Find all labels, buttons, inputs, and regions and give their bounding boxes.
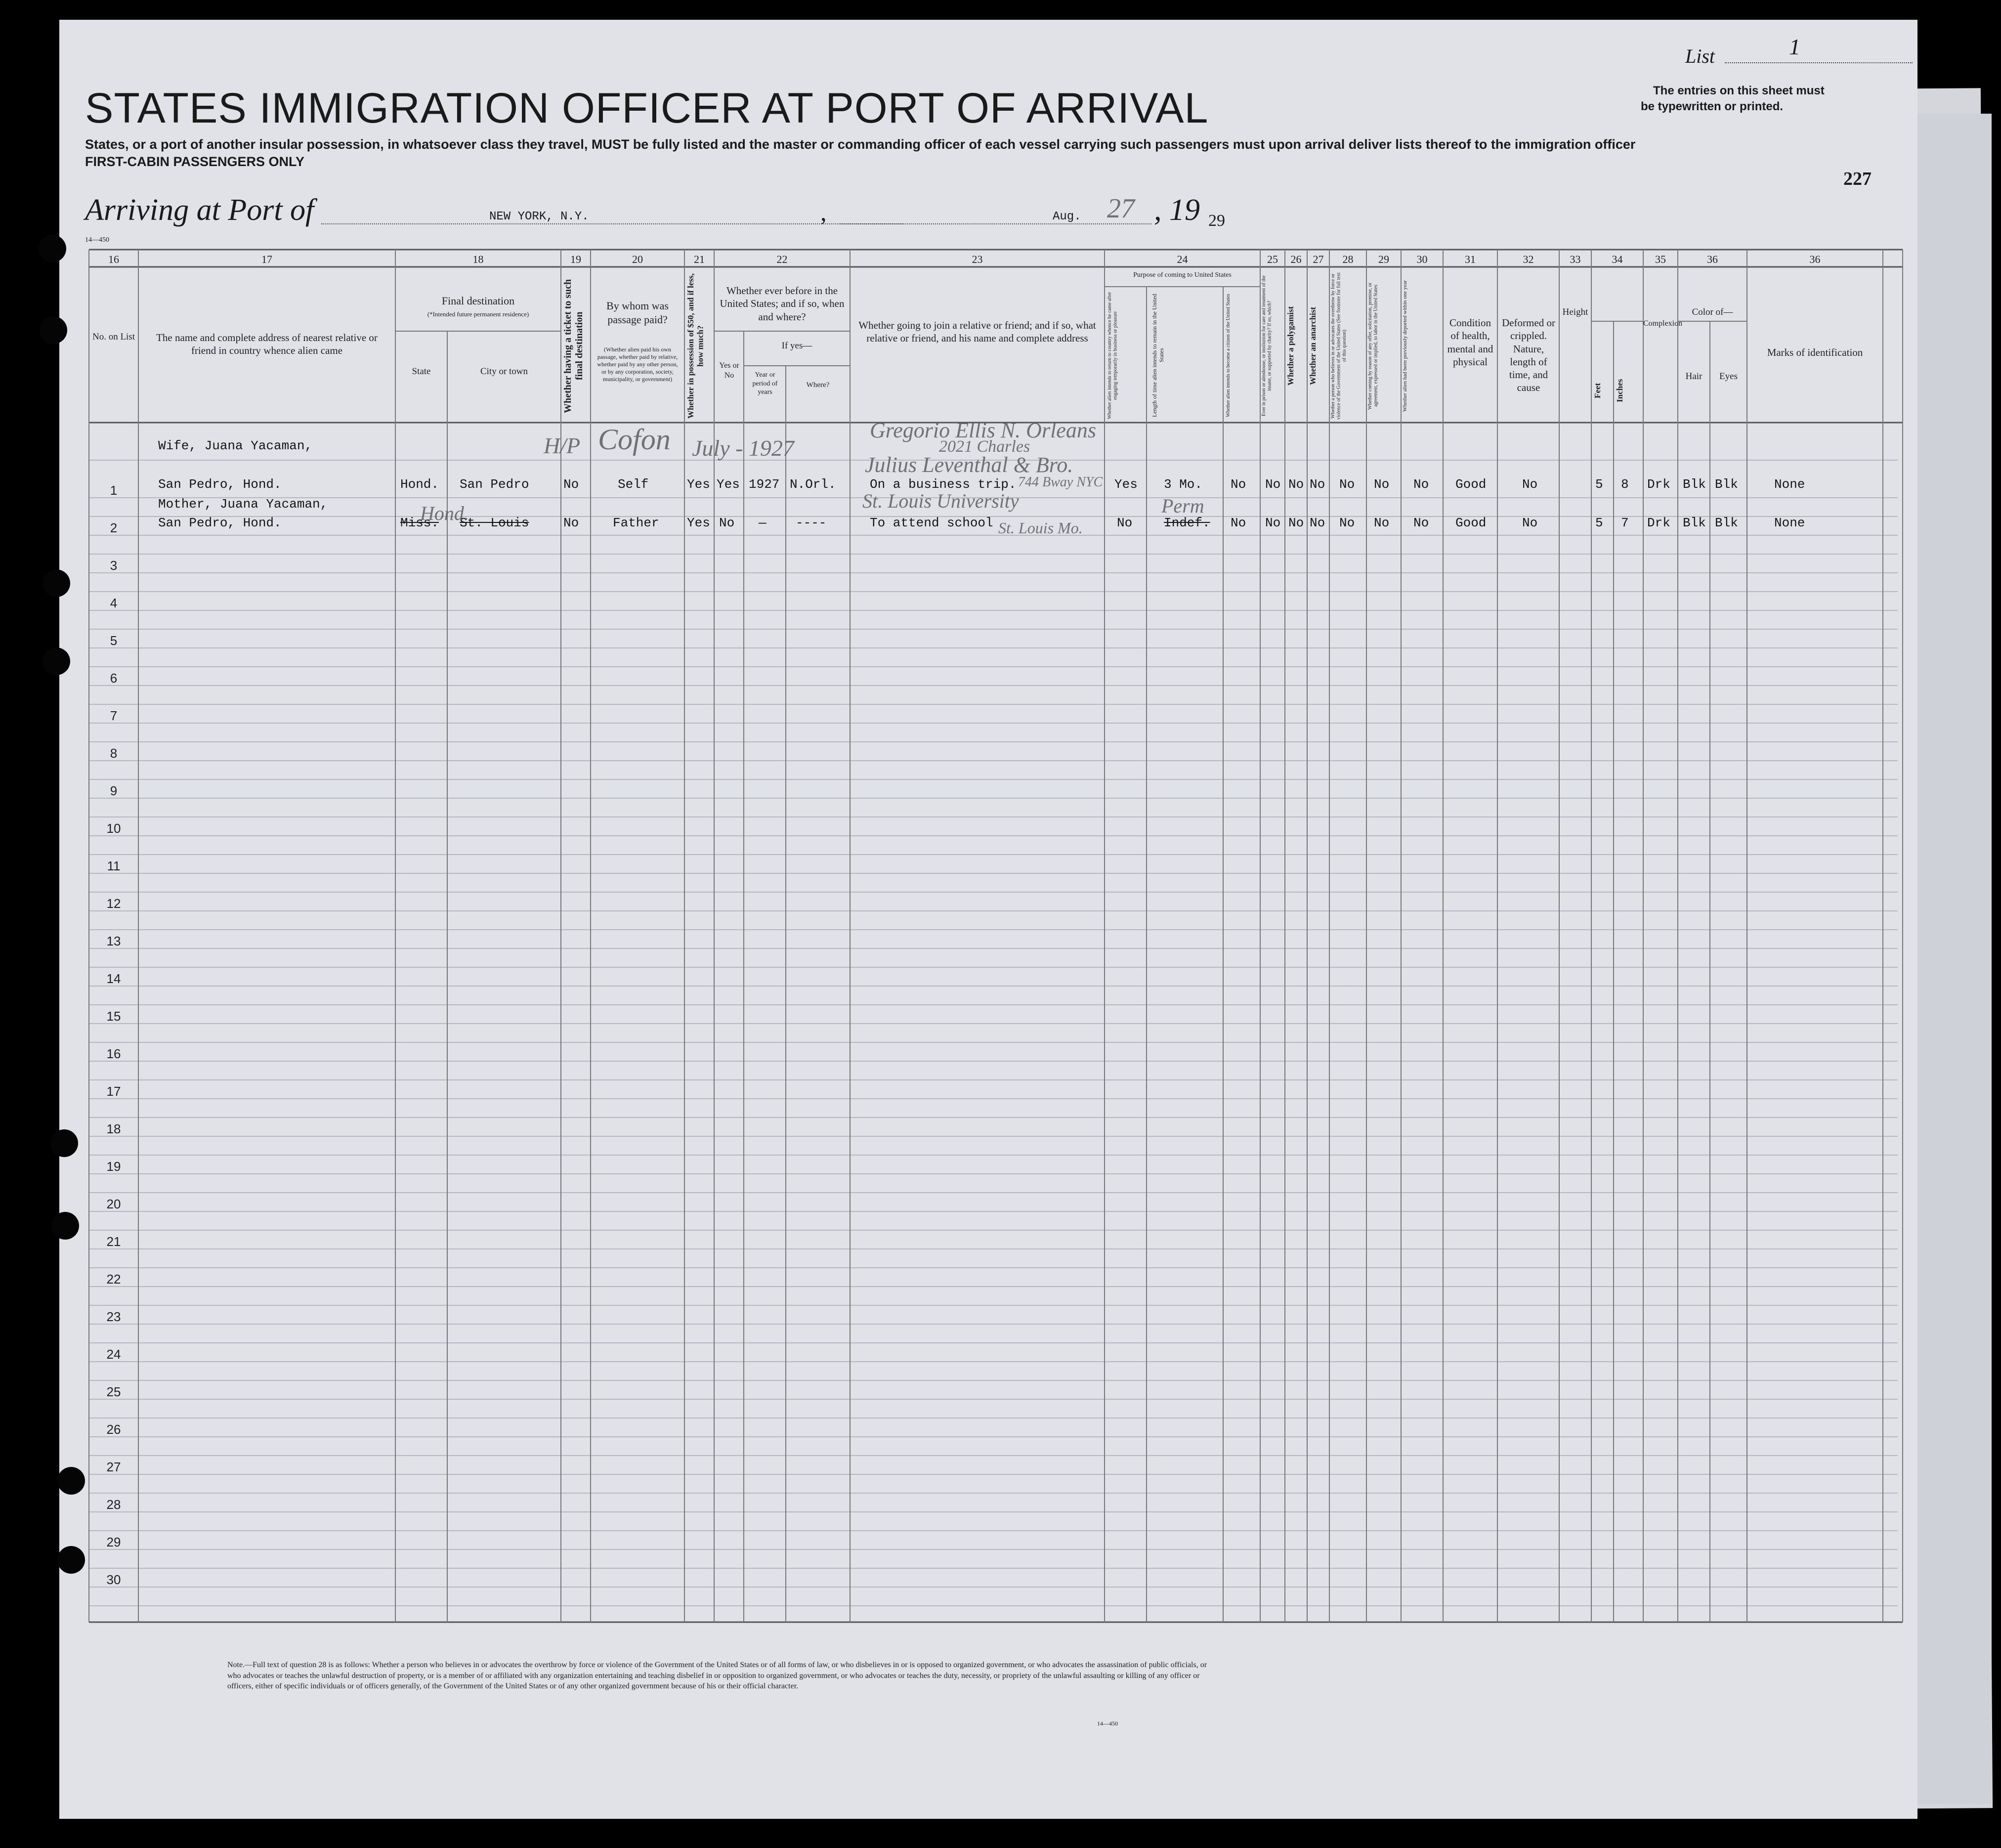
row2-eyes: Blk (1715, 516, 1738, 530)
col-35: 35 (1655, 253, 1666, 265)
col-34: 34 (1612, 253, 1623, 265)
row2-relative-line2: San Pedro, Hond. (158, 516, 282, 530)
col-29: 29 (1378, 253, 1389, 265)
binder-hole (57, 1467, 85, 1495)
row-number: 1 (110, 483, 118, 498)
row2-purpose-c: No (1231, 516, 1246, 530)
list-label: List (1685, 45, 1715, 67)
row2-prison: No (1265, 516, 1281, 530)
hdr-color-of: Color of— (1692, 307, 1733, 317)
binder-hole (40, 316, 67, 344)
binder-hole (57, 1546, 85, 1574)
instructions-line2: be typewritten or printed. (1641, 100, 1784, 113)
row1-deformed: No (1522, 477, 1538, 492)
row1-q29: No (1374, 477, 1390, 492)
port-value: NEW YORK, N.Y. (489, 210, 589, 223)
row1-purpose-a: Yes (1114, 477, 1138, 492)
row2-joining: To attend school (870, 516, 993, 530)
row-number: 30 (106, 1572, 121, 1587)
row1-ticket: No (563, 477, 579, 492)
row2-before: No (719, 516, 735, 530)
hdr-deformed: Deformed or crippled. Nature, length of time, and cause (1502, 317, 1555, 394)
col-19: 19 (570, 253, 581, 265)
hdr-hair: Hair (1685, 371, 1703, 382)
row-number: 2 (110, 520, 118, 535)
row1-where: N.Orl. (790, 477, 836, 492)
hdr-anarchist: Whether an anarchist (1308, 306, 1318, 386)
row1-anarchist: No (1310, 477, 1325, 492)
hdr-q30: Whether alien had been previously deported within one year (1402, 280, 1408, 412)
page-title: STATES IMMIGRATION OFFICER AT PORT OF ARRIVAL (85, 85, 1209, 132)
row-number: 6 (110, 671, 118, 686)
hdr-ticket: Whether having a ticket to such final destination (562, 279, 585, 413)
col-27: 27 (1313, 253, 1324, 265)
row2-purpose-b: Indef. (1164, 516, 1210, 530)
row-number: 22 (106, 1272, 121, 1287)
binder-hole (43, 569, 70, 597)
row-number: 7 (110, 708, 118, 723)
row-number: 9 (110, 783, 118, 798)
row2-where: ---- (796, 516, 827, 530)
handwritten-address: 2021 Charles (939, 437, 1030, 456)
hdr-final-destination-note: (*Intended future permanent residence) (427, 310, 529, 318)
port-label: Arriving at Port of (85, 193, 314, 227)
row2-deformed: No (1522, 516, 1538, 530)
hdr-purpose-c: Whether alien intends to become a citizen of the United States (1226, 294, 1231, 417)
row2-money: Yes (687, 516, 710, 530)
row-number: 23 (106, 1309, 121, 1324)
hdr-passage: By whom was passage paid? (606, 300, 669, 326)
hdr-if-yes: If yes— (781, 341, 812, 351)
handwritten-date: July - 1927 (692, 435, 794, 461)
col-18: 18 (472, 253, 484, 265)
row-number: 18 (106, 1121, 121, 1136)
row1-state: Hond. (400, 477, 439, 492)
row-number: 5 (110, 633, 118, 648)
hdr-inches: Inches (1615, 379, 1624, 402)
manifest-grid (59, 20, 1917, 1819)
row1-q30: No (1413, 477, 1429, 492)
row2-polygamist: No (1288, 516, 1304, 530)
row1-complexion: Drk (1647, 477, 1670, 492)
hdr-city: City or town (480, 366, 528, 377)
row2-relative-line1: Mother, Juana Yacaman, (158, 497, 328, 512)
row-number: 13 (106, 934, 121, 948)
row2-feet: 5 (1595, 516, 1603, 530)
hdr-purpose-a: Whether alien intends to return to country whence he came after engaging temporarily in business or pleasure (1107, 292, 1118, 419)
hdr-purpose: Purpose of coming to United States (1133, 271, 1232, 279)
handwritten-university: St. Louis University (862, 490, 1019, 512)
row1-relative-line1: Wife, Juana Yacaman, (158, 438, 313, 453)
col-28: 28 (1342, 253, 1354, 265)
binder-hole (43, 647, 70, 675)
handwritten-contact: Gregorio Ellis N. Orleans (870, 418, 1096, 442)
hdr-yes-or-no: Yes or No (719, 361, 739, 380)
row-number: 8 (110, 746, 118, 761)
col-26: 26 (1290, 253, 1302, 265)
row1-city: San Pedro (460, 477, 529, 492)
row1-q28: No (1339, 477, 1355, 492)
col-20: 20 (632, 253, 643, 265)
row1-before: Yes (717, 477, 740, 492)
binder-hole (51, 1212, 79, 1240)
row-number: 21 (106, 1234, 121, 1249)
col-24: 24 (1177, 253, 1188, 265)
row2-q29: No (1374, 516, 1390, 530)
date-day: 27 (1107, 193, 1135, 224)
hdr-no-on-list: No. on List (92, 332, 135, 342)
hdr-prison: Ever in prison or almshouse, or institution for care and treatment of the insane, or supported by charity? If so, which? (1261, 275, 1273, 417)
row-number: 10 (106, 821, 121, 836)
col-37: 36 (1809, 253, 1821, 265)
year-suffix: 29 (1208, 212, 1225, 230)
row2-complexion: Drk (1647, 516, 1670, 530)
hdr-q29: Whether coming by reason of any offer, solicitation, promise, or agreement, expressed or implied, to labor in the United States (1367, 282, 1379, 410)
row-number: 4 (110, 596, 118, 610)
col-21: 21 (694, 253, 705, 265)
hdr-passage-note: (Whether alien paid his own passage, whether paid by relative, whether paid by any other person, or by any corporation, society, municipality, or government) (597, 346, 678, 383)
hdr-feet: Feet (1593, 383, 1602, 398)
row2-q28: No (1339, 516, 1355, 530)
hdr-purpose-b: Length of time alien intends to remain in the United States (1151, 294, 1165, 417)
hdr-q28: Whether a person who believes in or advocates the overthrow by force or violence of the Government of the United States (See footnote for full text of this question) (1330, 272, 1347, 420)
hdr-joining: Whether going to join a relative or friend; and if so, what relative or friend, and his name and complete address (858, 319, 1096, 344)
row-number: 25 (106, 1384, 121, 1399)
col-31: 31 (1465, 253, 1476, 265)
row-number: 16 (106, 1046, 121, 1061)
row-number: 20 (106, 1197, 121, 1211)
manifest-sheet: List 1 The entries on this sheet must be typewritten or printed. 227 STATES IMMIGRATION OFFICER AT PORT OF ARRIVAL States, or a port of another insular possession, in whatsoever class they travel, MUST be fully listed and the master or commanding officer of each vessel carrying such passengers must upon arrival deliver lists thereof to the immigration officer FIRST-CABIN PASSENGERS ONLY Arriving at Port of NEW YORK, N.Y. , Aug. 27 , 19 29 14—450 16 17 18 19 20 21 22 23 24 25 26 27 28 29 30 31 32 33 34 35 36 36 No. on List The name and complete address of nearest relative or friend in country whence alien came Final destination (*Intended future permanent residence) State City or town Whether having a ticket to such final destination By whom was passage paid? (Whether alien paid his own passage, whether paid by relative, whether paid by any other person, or by any corporation, society, municipality, or government) Whether in possession of $50, and if less, how much? Whether ever before in the United States; and if so, when and where? Yes or No If yes— Year or period of years Where? Whether going to join a relative or friend; and if so, what relative or friend, and his name and complete address Purpose of coming to United States Whether alien intends to return to country whence he came after engaging temporarily in business or pleasure Length of time alien intends to remain in the United States Whether alien intends to become a citizen of the United States Ever in prison or almshouse, or institution for care and treatment of the insane, or supported by charity? If so, which? Whether a polygamist Whether an anarchist Whether a person who believes in or advocates the overthrow by force or violence of the Government of the United States (See footnote for full text of this question) Whether coming by reason of any offer, solicitation, promise, or agreement, expressed or implied, to labor in the United States Whether alien had been previously deported within one year Condition of health, mental and physical Deformed or crippled. Nature, length of time, and cause Height Feet Inches Complexion Color of— Hair Eyes Marks of identification 1 2 3 4 5 6 7 8 9 10 11 12 13 14 15 16 17 18 19 20 21 22 23 24 25 26 27 28 29 30 Wife, Juana Yacaman, San Pedro, Hond. Hond. San Pedro No Self Yes Yes 1927 N.Orl. On a business trip. Yes 3 Mo. No No No No No No No Good No 5 8 Drk Blk Blk None Mother, Juana Yacaman, San Pedro, Hond. Miss. St. Louis No Father Yes No — ---- To attend school No Indef. No No No No No No No Good No 5 7 Drk Blk Blk None H/P Cofon July - 1927 Gregorio Ellis N. Orleans 2021 Charles Julius Leventhal & Bro. 744 Bway NYC St. Louis University St. Louis Mo. Hond. Perm Note.—Full text of question 28 is as follows: Whether a person who believes in or advocates the overthrow by force or violence of the Government of the United States or of all forms of law, or who disbelieves in or is opposed to organized government, or who advocates the assassination of public officials, or who advocates or teaches the unlawful destruction of property, or is a member of or affiliated with any organization entertaining and teaching disbelief in or opposition to organized government, or who advocates or teaches the duty, necessity, or propriety of the unlawful assaulting or killing of any officer or officers, either of specific individuals or of officers generally, of the Government of the United States or of any other organized government because of his or their official character. 14—450 (59, 20, 1917, 1819)
hdr-year: Year or period of years (752, 371, 778, 396)
handwritten-cofon: Cofon (598, 423, 671, 456)
row2-passage: Father (613, 516, 659, 530)
row-number: 24 (106, 1347, 121, 1362)
row2-marks: None (1774, 516, 1805, 530)
row2-city: St. Louis (460, 516, 529, 530)
hdr-money: Whether in possession of $50, and if less, how much? (686, 273, 705, 419)
row-number: 12 (106, 896, 121, 911)
hdr-polygamist: Whether a polygamist (1286, 306, 1295, 386)
hdr-marks: Marks of identification (1767, 346, 1863, 358)
cabin-class: FIRST-CABIN PASSENGERS ONLY (85, 154, 305, 169)
row1-marks: None (1774, 477, 1805, 492)
col-16: 16 (108, 253, 119, 265)
instructions-line1: The entries on this sheet must (1653, 84, 1825, 97)
row2-anarchist: No (1310, 516, 1325, 530)
page-number: 227 (1843, 169, 1872, 189)
row-number: 3 (110, 558, 118, 573)
row1-hair: Blk (1683, 477, 1706, 492)
row1-feet: 5 (1595, 477, 1603, 492)
row2-q30: No (1413, 516, 1429, 530)
row1-purpose-c: No (1231, 477, 1246, 492)
row-number: 29 (106, 1535, 121, 1549)
row1-purpose-b: 3 Mo. (1164, 477, 1203, 492)
row1-passage: Self (618, 477, 649, 492)
handwritten-hond: Hond. (420, 502, 469, 524)
handwritten-hp: H/P (544, 433, 581, 458)
handwritten-city: St. Louis Mo. (998, 519, 1083, 537)
binder-hole (50, 1129, 78, 1157)
row2-health: Good (1455, 516, 1487, 530)
row1-health: Good (1455, 477, 1487, 492)
hdr-health: Condition of health, mental and physical (1447, 317, 1493, 368)
row-number: 17 (106, 1084, 121, 1099)
row-number: 15 (106, 1009, 121, 1024)
row-number: 28 (106, 1497, 121, 1512)
hdr-height: Height (1562, 307, 1588, 317)
col-33: 33 (1570, 253, 1581, 265)
row-number: 14 (106, 971, 121, 986)
row2-purpose-a: No (1117, 516, 1133, 530)
row1-relative-line2: San Pedro, Hond. (158, 477, 282, 492)
row-number: 27 (106, 1460, 121, 1474)
hdr-state: State (412, 366, 431, 377)
col-36: 36 (1707, 253, 1718, 265)
row1-prison: No (1265, 477, 1281, 492)
subtitle: States, or a port of another insular possession, in whatsoever class they travel, MUST be fully listed and the master or commanding officer of each vessel carrying such passengers must upon arrival deliver lists thereof to the immigration officer (85, 137, 1636, 152)
col-22: 22 (776, 253, 788, 265)
binder-hole (39, 235, 66, 262)
date-month: Aug. (1053, 210, 1081, 223)
row2-state: Miss. (400, 516, 439, 530)
row-number: 26 (106, 1422, 121, 1437)
col-17: 17 (261, 253, 272, 265)
hdr-before: Whether ever before in the United States; and if so, when and where? (720, 285, 845, 323)
row2-year: — (759, 516, 766, 530)
handwritten-perm: Perm (1161, 495, 1204, 517)
row1-eyes: Blk (1715, 477, 1738, 492)
hdr-final-destination: Final destination (441, 295, 515, 307)
hdr-where: Where? (806, 381, 830, 389)
handwritten-company-address: 744 Bway NYC (1018, 474, 1103, 490)
form-code: 14—450 (85, 236, 109, 244)
row1-inches: 8 (1621, 477, 1629, 492)
row1-money: Yes (687, 477, 710, 492)
row2-ticket: No (563, 516, 579, 530)
row-number: 19 (106, 1159, 121, 1174)
hdr-complexion: Complexion (1643, 319, 1683, 328)
handwritten-company: Julius Leventhal & Bro. (865, 453, 1073, 477)
footnote-code: 14—450 (1097, 1720, 1118, 1727)
year-prefix: , 19 (1154, 193, 1200, 227)
row1-year: 1927 (749, 477, 780, 492)
row-number: 11 (107, 859, 121, 873)
footnote: Note.—Full text of question 28 is as follows: Whether a person who believes in or advocates the overthrow by force or violence of the Government of the United States or of all forms of law, or who disbelieves in or is opposed to organized government, or who advocates the assassination of public officials, or who advocates or teaches the unlawful destruction of property, or is a member of or affiliated with any organization entertaining and teaching disbelief in or opposition to organized government, or who advocates or teaches the duty, necessity, or propriety of the unlawful assaulting or killing of any officer or officers, either of specific individuals or of officers generally, of the Government of the United States or of any other organized government because of his or their official character. (227, 1661, 1207, 1691)
col-25: 25 (1267, 253, 1278, 265)
row1-joining: On a business trip. (870, 477, 1017, 492)
row1-polygamist: No (1288, 477, 1304, 492)
col-23: 23 (972, 253, 983, 265)
hdr-relative: The name and complete address of nearest relative or friend in country whence alien came (156, 332, 378, 357)
list-value: 1 (1789, 34, 1800, 59)
row2-inches: 7 (1621, 516, 1629, 530)
col-32: 32 (1523, 253, 1534, 265)
row2-hair: Blk (1683, 516, 1706, 530)
hdr-eyes: Eyes (1719, 371, 1738, 382)
col-30: 30 (1416, 253, 1428, 265)
